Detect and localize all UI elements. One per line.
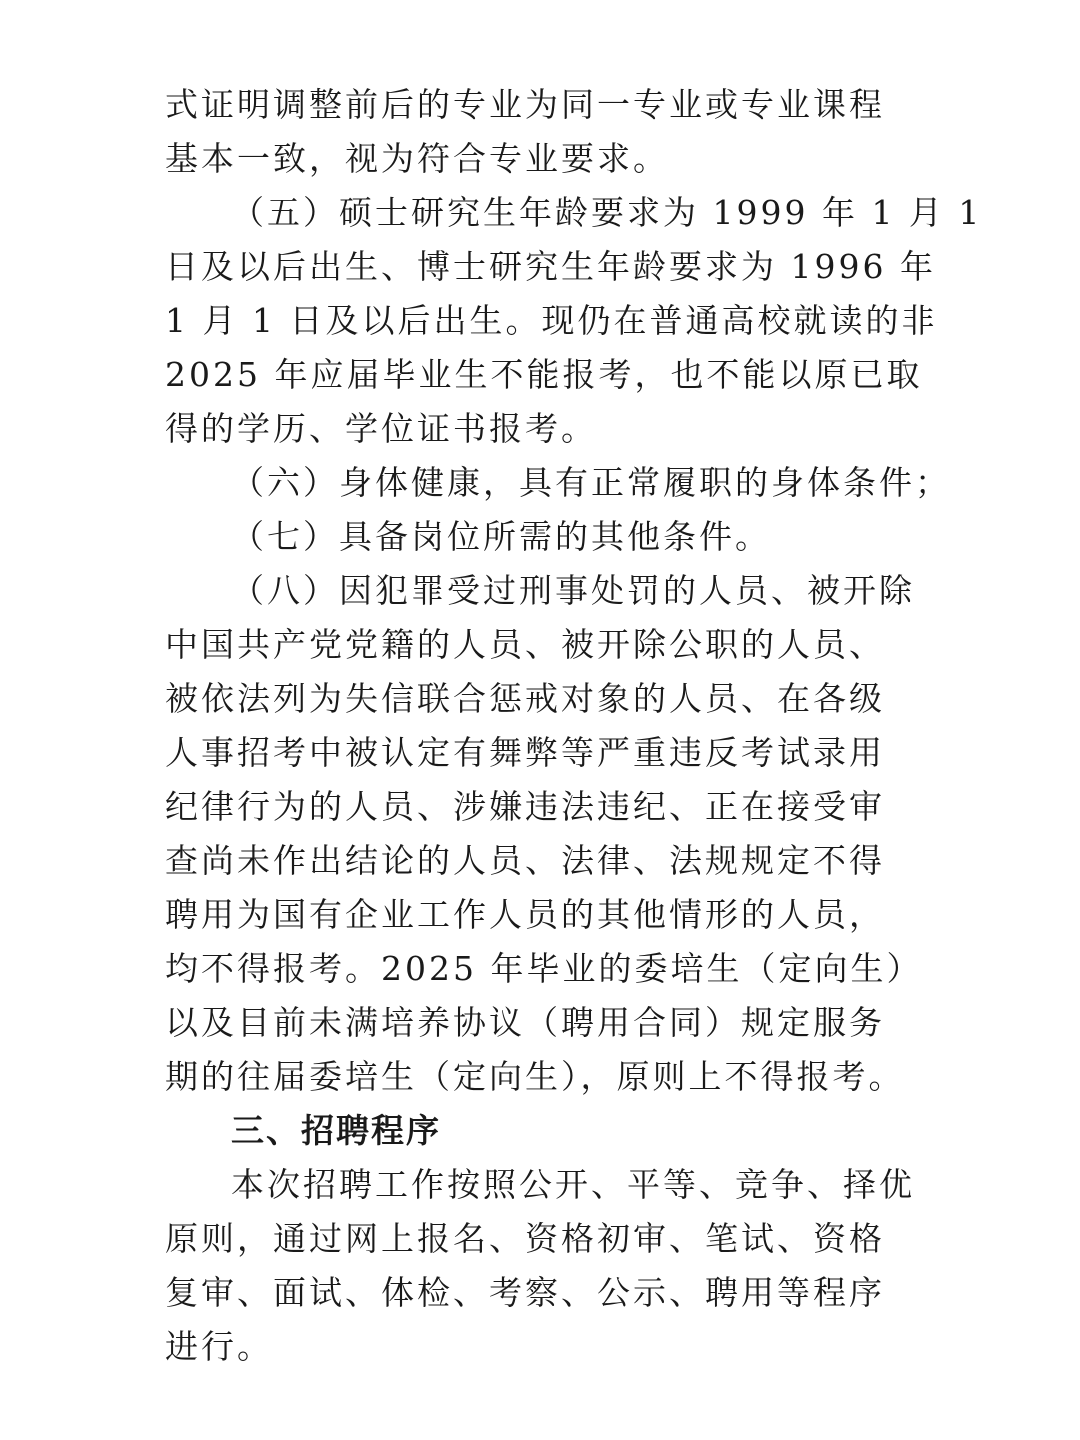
paragraph-line: 2025 年应届毕业生不能报考，也不能以原已取 <box>165 355 923 394</box>
paragraph-line: （八）因犯罪受过刑事处罚的人员、被开除 <box>231 571 915 610</box>
paragraph-line: 中国共产党党籍的人员、被开除公职的人员、 <box>165 625 885 664</box>
paragraph-line: 期的往届委培生（定向生），原则上不得报考。 <box>165 1057 905 1096</box>
paragraph-line: （六）身体健康，具有正常履职的身体条件； <box>231 463 951 502</box>
section-heading: 三、招聘程序 <box>231 1111 441 1150</box>
paragraph-line: 式证明调整前后的专业为同一专业或专业课程 <box>165 85 885 124</box>
paragraph-line: 聘用为国有企业工作人员的其他情形的人员， <box>165 895 885 934</box>
paragraph-line: 本次招聘工作按照公开、平等、竞争、择优 <box>231 1165 915 1204</box>
paragraph-line: 复审、面试、体检、考察、公示、聘用等程序 <box>165 1273 885 1312</box>
paragraph-line: 均不得报考。2025 年毕业的委培生（定向生） <box>165 949 923 988</box>
paragraph-line: 原则，通过网上报名、资格初审、笔试、资格 <box>165 1219 885 1258</box>
paragraph-line: 日及以后出生、博士研究生年龄要求为 1996 年 <box>165 247 936 286</box>
paragraph-line: 进行。 <box>165 1327 273 1366</box>
paragraph-line: 以及目前未满培养协议（聘用合同）规定服务 <box>165 1003 885 1042</box>
paragraph-line: 基本一致，视为符合专业要求。 <box>165 139 669 178</box>
paragraph-line: 查尚未作出结论的人员、法律、法规规定不得 <box>165 841 885 880</box>
document-body <box>165 78 983 1374</box>
paragraph-line: 1 月 1 日及以后出生。现仍在普通高校就读的非 <box>165 301 938 340</box>
paragraph-line: （七）具备岗位所需的其他条件。 <box>231 517 771 556</box>
paragraph-line: 得的学历、学位证书报考。 <box>165 409 597 448</box>
paragraph-line: 被依法列为失信联合惩戒对象的人员、在各级 <box>165 679 885 718</box>
paragraph-line: （五）硕士研究生年龄要求为 1999 年 1 月 1 <box>231 193 983 232</box>
paragraph-line: 人事招考中被认定有舞弊等严重违反考试录用 <box>165 733 885 772</box>
paragraph-line: 纪律行为的人员、涉嫌违法违纪、正在接受审 <box>165 787 885 826</box>
